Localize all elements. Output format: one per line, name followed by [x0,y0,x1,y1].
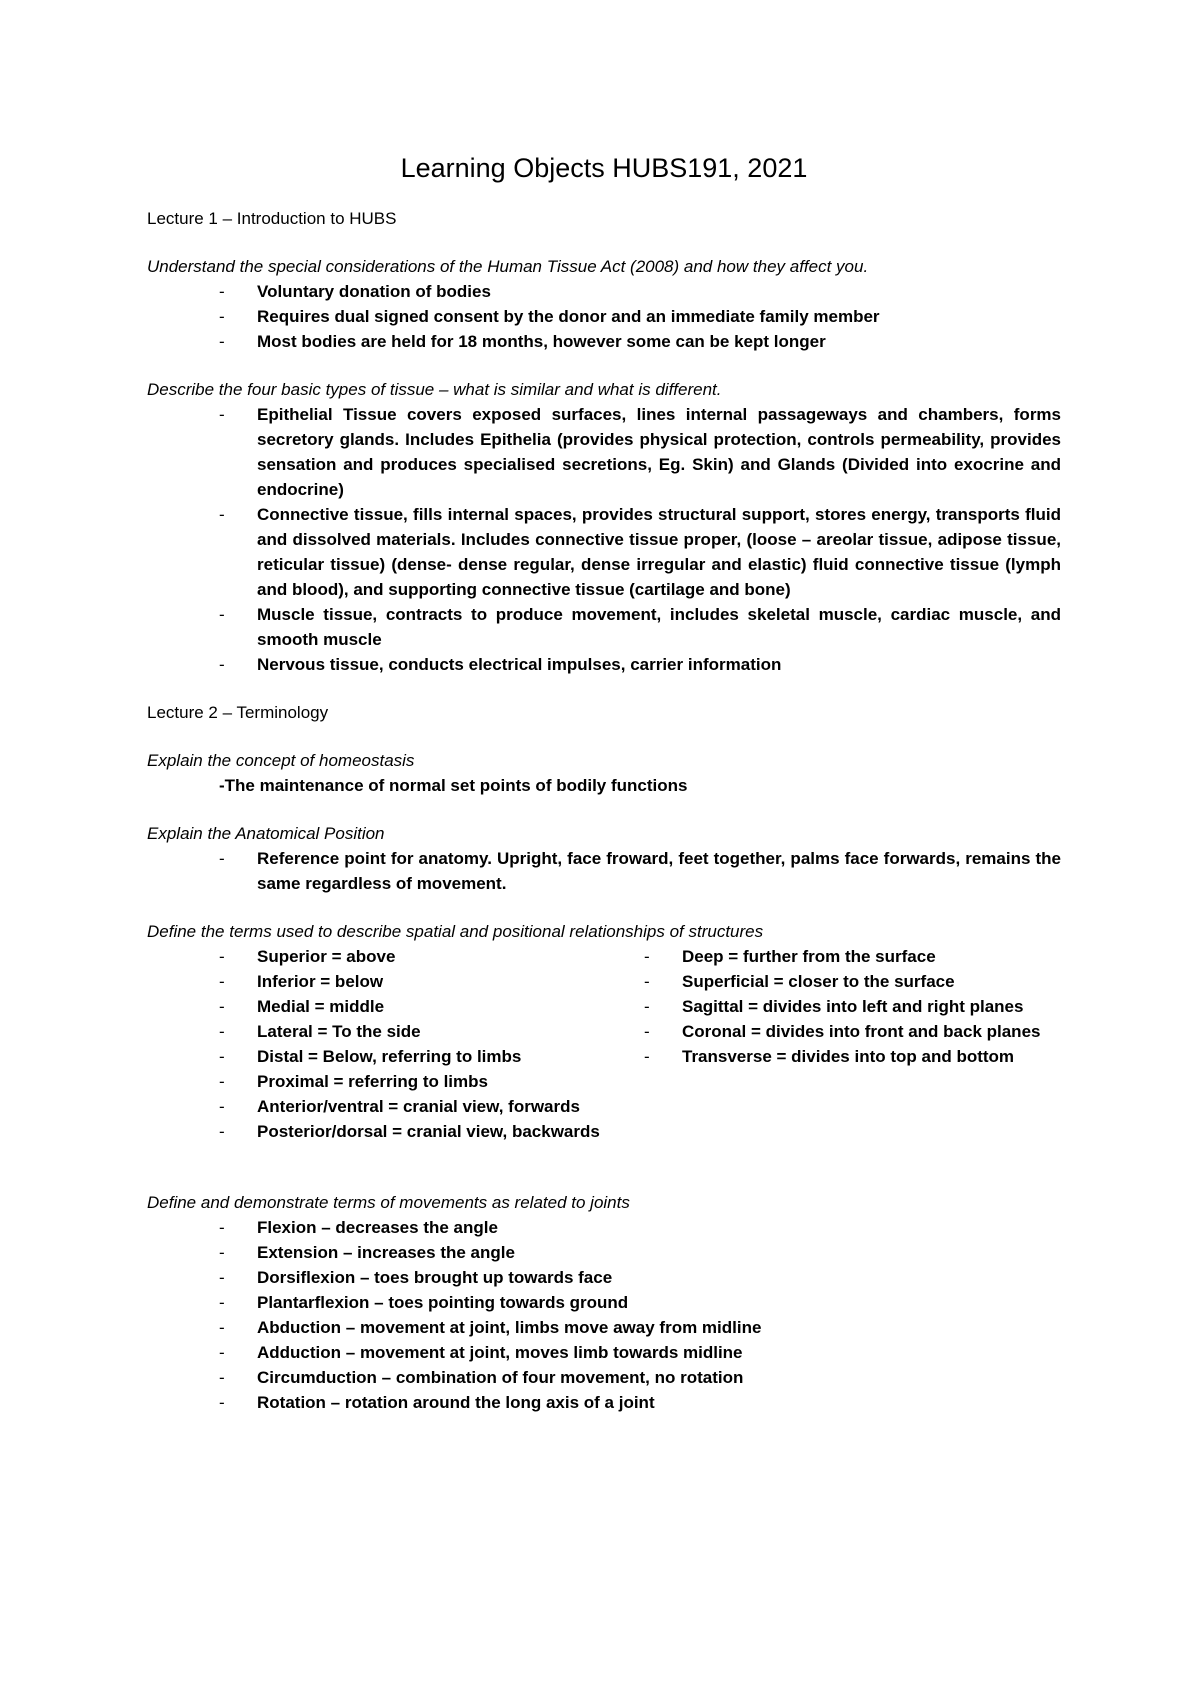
human-tissue-act-list [147,279,1061,354]
bullet-dash: - [219,947,225,966]
spatial-terms-right-column [642,944,1061,1144]
homeostasis-definition: -The maintenance of normal set points of bodily functions [219,776,688,795]
bullet-dash: - [219,1122,225,1141]
bullet-dash: - [644,1047,650,1066]
list-item: - Superior = above [147,944,642,969]
bullet-dash: - [219,997,225,1016]
list-item: - Proximal = referring to limbs [147,1069,642,1094]
list-item: - Transverse = divides into top and bottom [642,1044,1061,1069]
objective-homeostasis: Explain the concept of homeostasis [147,751,415,770]
lecture-2-heading: Lecture 2 – Terminology [147,703,329,722]
list-item: - Coronal = divides into front and back planes [642,1019,1061,1044]
document-content [147,150,1061,1415]
bullet-dash: - [219,282,225,301]
list-item: - Posterior/dorsal = cranial view, backwards [147,1119,642,1144]
bullet-dash: - [644,947,650,966]
list-item: - Deep = further from the surface [642,944,1061,969]
bullet-dash: - [219,1047,225,1066]
objective-human-tissue-act: Understand the special considerations of the Human Tissue Act (2008) and how they affect you. [147,257,869,276]
bullet-dash: - [219,1343,225,1362]
list-item: - Extension – increases the angle [147,1240,1061,1265]
spatial-terms-columns [147,944,1061,1144]
list-item: - Rotation – rotation around the long axis of a joint [147,1390,1061,1415]
bullet-dash: - [219,1243,225,1262]
objective-joint-movements: Define and demonstrate terms of movements as related to joints [147,1193,630,1212]
list-item: - Plantarflexion – toes pointing towards ground [147,1290,1061,1315]
bullet-dash: - [219,1368,225,1387]
bullet-dash: - [219,1293,225,1312]
bullet-dash: - [219,1097,225,1116]
bullet-dash: - [644,972,650,991]
bullet-dash: - [219,1318,225,1337]
list-item: - Abduction – movement at joint, limbs move away from midline [147,1315,1061,1340]
bullet-dash: - [219,332,225,351]
bullet-dash: - [219,849,225,868]
anatomical-position-list [147,846,1061,896]
list-item: - Reference point for anatomy. Upright, face froward, feet together, palms face forwards, remains the same regardless of movement. [147,846,1061,896]
list-item: - Circumduction – combination of four movement, no rotation [147,1365,1061,1390]
objective-anatomical-position: Explain the Anatomical Position [147,824,385,843]
list-item: - Anterior/ventral = cranial view, forwards [147,1094,642,1119]
bullet-dash: - [219,972,225,991]
bullet-dash: - [219,405,225,424]
joint-movements-list [147,1215,1061,1415]
list-item: - Connective tissue, fills internal spaces, provides structural support, stores energy, transports fluid and dissolved materials. Includes connective tissue proper, (loose – areolar tissue, adipose tissue, reticular tissue) (dense- dense regular, dense irregular and elastic) fluid connective tissue (lymph and blood), and supporting connective tissue (cartilage and bone) [147,502,1061,602]
bullet-dash: - [219,1393,225,1412]
bullet-dash: - [219,307,225,326]
bullet-dash: - [219,1218,225,1237]
list-item: - Inferior = below [147,969,642,994]
list-item: - Medial = middle [147,994,642,1019]
tissue-types-list [147,402,1061,677]
list-item: - Lateral = To the side [147,1019,642,1044]
objective-tissue-types: Describe the four basic types of tissue – what is similar and what is different. [147,380,722,399]
page-title: Learning Objects HUBS191, 2021 [400,153,808,183]
list-item: - Adduction – movement at joint, moves limb towards midline [147,1340,1061,1365]
bullet-dash: - [219,655,225,674]
list-item: - Voluntary donation of bodies [147,279,1061,304]
bullet-dash: - [219,605,225,624]
list-item: - Dorsiflexion – toes brought up towards face [147,1265,1061,1290]
list-item: - Epithelial Tissue covers exposed surfaces, lines internal passageways and chambers, forms secretory glands. Includes Epithelia (provides physical protection, controls permeability, provides sensation and produces specialised secretions, Eg. Skin) and Glands (Divided into exocrine and endocrine) [147,402,1061,502]
list-item: - Superficial = closer to the surface [642,969,1061,994]
spatial-terms-left-column [147,944,642,1144]
bullet-dash: - [219,505,225,524]
list-item: - Sagittal = divides into left and right planes [642,994,1061,1019]
bullet-dash: - [219,1268,225,1287]
bullet-dash: - [644,997,650,1016]
bullet-dash: - [219,1022,225,1041]
list-item: - Flexion – decreases the angle [147,1215,1061,1240]
list-item: - Nervous tissue, conducts electrical impulses, carrier information [147,652,1061,677]
list-item: - Most bodies are held for 18 months, however some can be kept longer [147,329,1061,354]
objective-spatial-terms: Define the terms used to describe spatial and positional relationships of structures [147,922,764,941]
bullet-dash: - [219,1072,225,1091]
bullet-dash: - [644,1022,650,1041]
lecture-1-heading: Lecture 1 – Introduction to HUBS [147,209,397,228]
list-item: - Distal = Below, referring to limbs [147,1044,642,1069]
list-item: - Requires dual signed consent by the donor and an immediate family member [147,304,1061,329]
list-item: - Muscle tissue, contracts to produce movement, includes skeletal muscle, cardiac muscle, and smooth muscle [147,602,1061,652]
